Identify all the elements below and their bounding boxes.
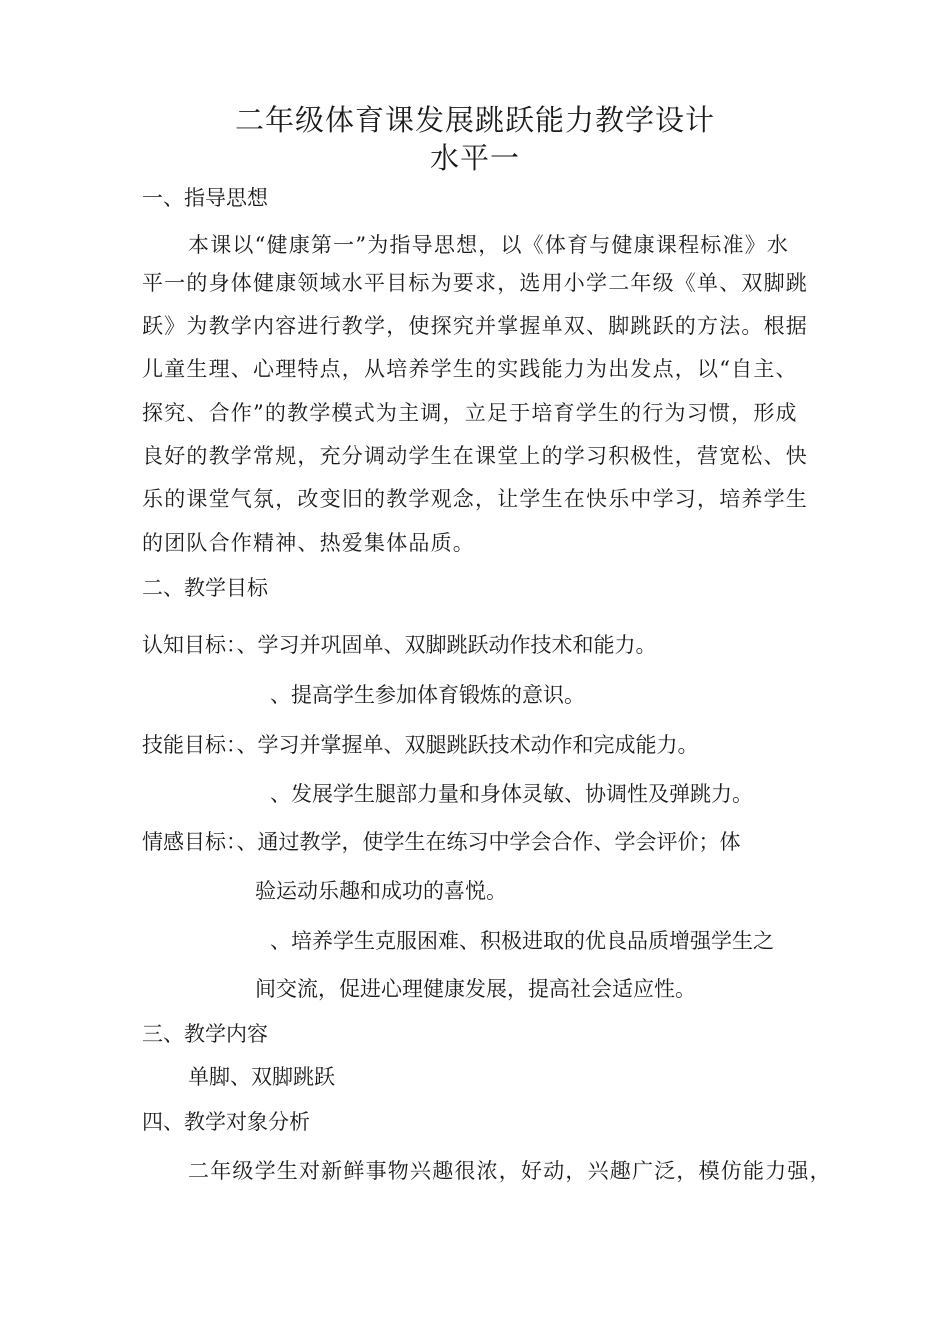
s1-paragraph-line-8: 的团队合作精神、热爱集体品质。 [142, 531, 475, 555]
section-3-text: 单脚、双脚跳跃 [188, 1065, 335, 1089]
s1-paragraph-line-3: 跃》为教学内容进行教学，使探究并掌握单双、脚跳跃的方法。根据 [142, 314, 808, 338]
affective-goal-1-cont: 验运动乐趣和成功的喜悦。 [255, 879, 507, 903]
skill-goal-2: 、发展学生腿部力量和身体灵敏、协调性及弹跳力。 [270, 782, 753, 806]
cognitive-goal-2: 、提高学生参加体育锻炼的意识。 [270, 683, 585, 707]
affective-goal-1: 情感目标：、通过教学，使学生在练习中学会合作、学会评价；体 [142, 830, 741, 854]
affective-goal-2-cont: 间交流，促进心理健康发展，提高社会适应性。 [255, 977, 696, 1001]
doc-title: 二年级体育课发展跳跃能力教学设计 [234, 103, 715, 137]
affective-goal-2: 、培养学生克服困难、积极进取的优良品质增强学生之 [270, 929, 774, 953]
s1-paragraph-line-7: 乐的课堂气氛，改变旧的教学观念，让学生在快乐中学习，培养学生 [142, 487, 808, 511]
section-2-heading: 二、教学目标 [142, 576, 268, 600]
s1-paragraph-line-6: 良好的教学常规，充分调动学生在课堂上的学习积极性，营宽松、快 [142, 444, 808, 468]
s1-paragraph-line-4: 儿童生理、心理特点，从培养学生的实践能力为出发点，以“自主、 [142, 357, 798, 381]
section-3-heading: 三、教学内容 [142, 1022, 268, 1046]
cognitive-goal-1: 认知目标：、学习并巩固单、双脚跳跃动作技术和能力。 [142, 633, 657, 657]
section-4-text: 二年级学生对新鲜事物兴趣很浓，好动，兴趣广泛，模仿能力强， [188, 1159, 832, 1183]
skill-goal-1: 技能目标：、学习并掌握单、双腿跳跃技术动作和完成能力。 [142, 733, 699, 757]
s1-paragraph-line-1: 本课以“健康第一”为指导思想，以《体育与健康课程标准》水 [188, 233, 790, 257]
s1-paragraph-line-5: 探究、合作”的教学模式为主调，立足于培育学生的行为习惯，形成 [142, 401, 798, 425]
section-4-heading: 四、教学对象分析 [142, 1110, 310, 1134]
section-1-heading: 一、指导思想 [142, 186, 268, 210]
doc-subtitle: 水平一 [429, 141, 520, 175]
s1-paragraph-line-2: 平一的身体健康领域水平目标为要求，选用小学二年级《单、双脚跳 [142, 271, 808, 295]
